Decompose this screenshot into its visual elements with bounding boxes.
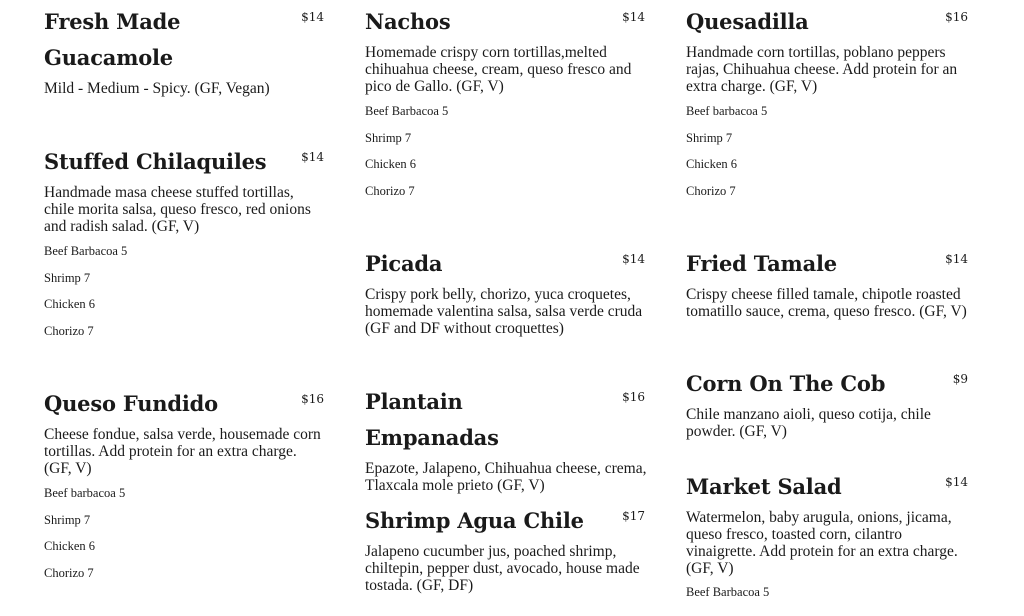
addon-chorizo: Chorizo 7 — [365, 183, 415, 198]
addon-beef-barbacoa: Beef Barbacoa 5 — [44, 244, 128, 258]
item-price: $14 — [945, 252, 968, 266]
item-price: $16 — [945, 10, 968, 24]
item-price: $14 — [945, 475, 968, 489]
addon-beef-barbacoa: Beef Barbacoa 5 — [686, 585, 770, 599]
item-description: Crispy cheese filled tamale, chipotle roasted tomatillo sauce, crema, queso fresco. (GF, V) — [686, 286, 967, 320]
item-name: Nachos — [365, 9, 451, 34]
menu-item-picada — [365, 246, 647, 337]
addon-beef-barbacoa: Beef barbacoa 5 — [44, 486, 126, 500]
addon-shrimp: Shrimp 7 — [686, 130, 733, 145]
menu-item-nachos — [365, 4, 647, 204]
menu-item-market-salad — [686, 469, 970, 601]
addon-chicken: Chicken 6 — [44, 297, 96, 311]
menu-item-shrimp-agua-chile — [365, 503, 647, 594]
item-price: $14 — [622, 10, 645, 24]
item-name: Plantain Empanadas — [365, 389, 499, 450]
item-name: Fresh Made Guacamole — [44, 9, 181, 70]
addon-list — [365, 98, 647, 204]
addon-shrimp: Shrimp 7 — [44, 270, 91, 285]
addon-chicken: Chicken 6 — [686, 157, 738, 171]
item-description: Cheese fondue, salsa verde, housemade corn tortillas. Add protein for an extra charge. (GF, V) — [44, 426, 321, 477]
addon-list — [686, 98, 970, 204]
menu-item-fried-tamale — [686, 246, 970, 320]
addon-list — [686, 583, 970, 601]
addon-shrimp: Shrimp 7 — [365, 130, 412, 145]
addon-chicken: Chicken 6 — [365, 157, 417, 171]
item-name: Queso Fundido — [44, 391, 218, 416]
item-name: Picada — [365, 251, 443, 276]
menu-item-queso-fundido — [44, 386, 326, 586]
item-name: Shrimp Agua Chile — [365, 508, 584, 533]
addon-chicken: Chicken 6 — [44, 539, 96, 553]
addon-chorizo: Chorizo 7 — [44, 323, 94, 338]
item-price: $14 — [301, 150, 324, 164]
item-name: Fried Tamale — [686, 251, 837, 276]
item-description: Jalapeno cucumber jus, poached shrimp, chiltepin, pepper dust, avocado, house made tostada. (GF, DF) — [365, 543, 640, 594]
item-description: Handmade masa cheese stuffed tortillas, chile morita salsa, queso fresco, red onions and radish salad. (GF, V) — [44, 184, 311, 235]
addon-shrimp: Shrimp 7 — [44, 512, 91, 527]
item-description: Crispy pork belly, chorizo, yuca croquetes, homemade valentina salsa, salsa verde cruda (GF and DF without croquettes) — [365, 286, 643, 337]
addon-beef-barbacoa: Beef Barbacoa 5 — [365, 104, 449, 118]
item-price: $17 — [622, 509, 645, 523]
addon-beef-barbacoa: Beef barbacoa 5 — [686, 104, 768, 118]
menu-item-stuffed-chilaquiles — [44, 144, 326, 344]
addon-list — [44, 480, 326, 586]
item-name: Corn On The Cob — [686, 371, 886, 396]
item-price: $16 — [622, 390, 645, 404]
item-description: Handmade corn tortillas, poblano peppers rajas, Chihuahua cheese. Add protein for an extra charge. (GF, V) — [686, 44, 958, 95]
item-description: Mild - Medium - Spicy. (GF, Vegan) — [44, 80, 270, 97]
item-name: Stuffed Chilaquiles — [44, 149, 267, 174]
item-price: $14 — [622, 252, 645, 266]
item-description: Homemade crispy corn tortillas,melted chihuahua cheese, cream, queso fresco and pico de Gallo. (GF, V) — [365, 44, 632, 95]
item-description: Chile manzano aioli, queso cotija, chile powder. (GF, V) — [686, 406, 931, 440]
addon-list — [44, 238, 326, 344]
item-price: $9 — [952, 372, 968, 386]
item-description: Watermelon, baby arugula, onions, jicama, queso fresco, toasted corn, cilantro vinaigrette. Add protein for an extra charge. (GF, V) — [686, 509, 958, 577]
menu-item-fresh-made-guacamole — [44, 4, 326, 97]
item-price: $14 — [301, 10, 324, 24]
item-name: Quesadilla — [686, 9, 809, 34]
addon-chorizo: Chorizo 7 — [686, 183, 736, 198]
item-description: Epazote, Jalapeno, Chihuahua cheese, crema, Tlaxcala mole prieto (GF, V) — [365, 460, 647, 494]
menu-item-quesadilla — [686, 4, 970, 204]
addon-chorizo: Chorizo 7 — [44, 565, 94, 580]
menu-item-corn-on-the-cob — [686, 366, 970, 440]
item-price: $16 — [301, 392, 324, 406]
menu-item-plantain-empanadas — [365, 384, 647, 494]
item-name: Market Salad — [686, 474, 842, 499]
